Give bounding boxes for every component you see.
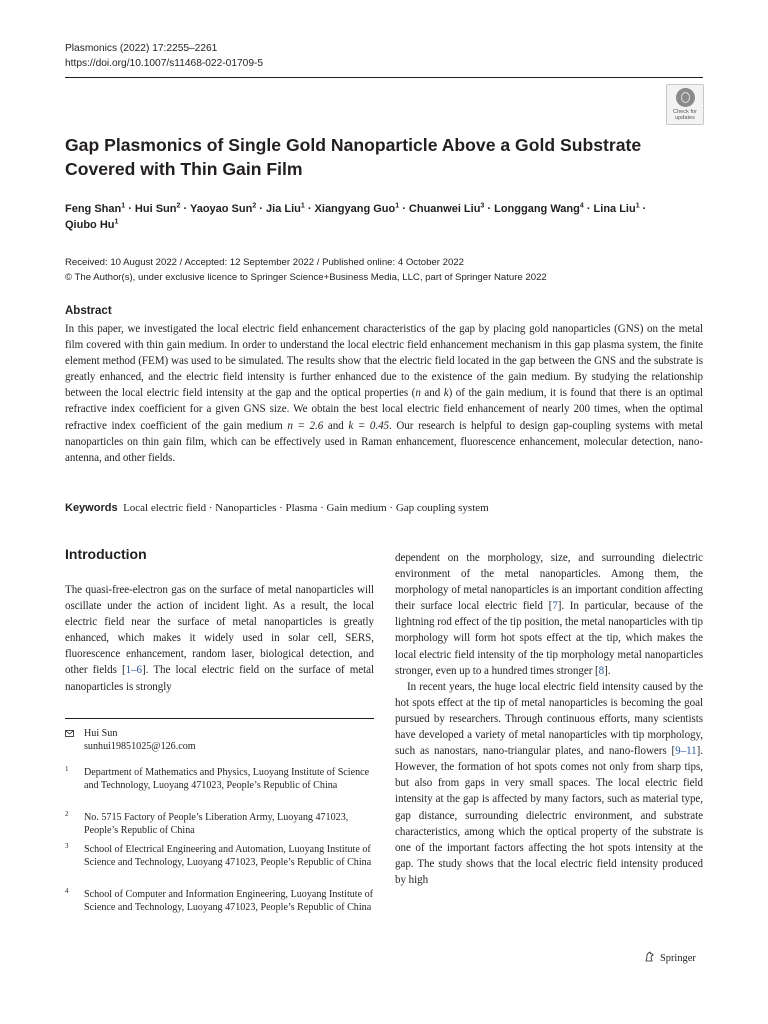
citation-link[interactable]: 8 xyxy=(598,664,605,677)
paper-title xyxy=(65,133,665,181)
author-name[interactable]: Yaoyao Sun xyxy=(189,203,253,215)
footnote-rule xyxy=(65,718,374,719)
author-affiliation-mark: 3 xyxy=(480,202,485,210)
corresponding-email[interactable]: sunhui19851025@126.com xyxy=(84,741,196,753)
paragraph-segment: ]. xyxy=(604,664,611,677)
check-for-updates-badge[interactable] xyxy=(666,84,704,125)
keywords-row xyxy=(65,500,705,516)
affiliation-text: Department of Mathematics and Physics, Luoyang Institute of Science and Technology, Luoyang 471023, People’s Republic of China xyxy=(84,767,370,792)
introduction-heading: Introduction xyxy=(65,546,147,562)
author-name[interactable]: Lina Liu xyxy=(593,203,636,215)
citation-link[interactable]: 1–6 xyxy=(125,664,143,677)
keywords-label: Keywords xyxy=(65,502,118,514)
affiliation-text: School of Electrical Engineering and Automation, Luoyang Institute of Science and Technology, Luoyang 471023, People’s Republic of China xyxy=(84,844,372,869)
doi-link[interactable]: https://doi.org/10.1007/s11468-022-01709-5 xyxy=(65,58,264,69)
paragraph-segment: The quasi-free-electron gas on the surface of metal nanoparticles will oscillate under the action of incident light. As a result, the local electric field near the surface of metal nanoparticles is greatly enhanced, which makes it widely used in solar cell, SERS, fluorescence enhancement, random laser, biological detection, and other fields [ xyxy=(65,584,374,677)
badge-line-2: updates xyxy=(675,115,695,121)
publication-dates xyxy=(65,255,705,285)
paragraph-segment: ]. The local electric field on the surface of metal nanoparticles is strongly xyxy=(65,664,374,693)
corresponding-name: Hui Sun xyxy=(84,728,118,739)
journal-citation: Plasmonics (2022) 17:2255–2261 xyxy=(65,43,218,54)
envelope-icon xyxy=(65,730,74,737)
abstract-equation-n: n = 2.6 xyxy=(287,419,324,432)
abstract-variable-n: n xyxy=(415,387,421,400)
citation-link[interactable]: 9–11 xyxy=(675,745,697,758)
check-for-updates-icon xyxy=(676,88,695,107)
publisher-mark xyxy=(644,951,696,966)
affiliation-text: No. 5715 Factory of People’s Liberation Army, Luoyang 471023, People’s Republic of China xyxy=(84,812,349,837)
keywords-list: Local electric field · Nanoparticles · Plasma · Gain medium · Gap coupling system xyxy=(123,502,489,514)
author-affiliation-mark: 2 xyxy=(252,202,257,210)
paragraph-segment: In recent years, the huge local electric field intensity caused by the hot spots effect at the tip of metal nanoparticles is becoming the goal pursued by researchers. Through continuous efforts, many scientists have developed a variety of metal nanoparticles with tip morphology, such as nanostars, nano-triangular plates, and nano-flowers [ xyxy=(395,680,703,758)
citation-link[interactable]: 7 xyxy=(552,600,558,613)
paragraph-segment: dependent on the morphology, size, and surrounding dielectric environment of the metal nanoparticles. Among them, the morphology of metal nanoparticles is an important condition affecting their surface local electric field [ xyxy=(395,552,703,613)
abstract-equation-k: k = 0.45 xyxy=(348,419,390,432)
author-name[interactable]: Longgang Wang xyxy=(494,203,580,215)
author-name[interactable]: Feng Shan xyxy=(65,203,122,215)
author-affiliation-mark: 1 xyxy=(300,202,305,210)
journal-meta xyxy=(65,41,263,71)
abstract-variable-k: k xyxy=(443,387,449,400)
title-line-2: Covered with Thin Gain Film xyxy=(65,159,303,179)
paragraph-segment: ]. However, the formation of hot spots comes not only from sharp tips, but also from gaps in very small spaces. The local electric field intensity at the gap is affected by many factors, such as material type, gap distance, surrounding dielectric environment, and substrate characteristics, among which the optical property of the substrate is one of the important factors affecting the hot spots intensity at the gap. The study shows that the local electric field intensity produced by high xyxy=(395,745,703,886)
publisher-name: Springer xyxy=(660,953,696,964)
left-column-body xyxy=(65,582,374,695)
copyright-notice: © The Author(s), under exclusive licence to Springer Science+Business Media, LLC, part of Springer Nature 2022 xyxy=(65,272,547,283)
corresponding-author xyxy=(65,727,374,754)
paragraph xyxy=(65,582,374,695)
affiliation-number: 4 xyxy=(65,887,69,895)
author-name[interactable]: Xiangyang Guo xyxy=(314,203,396,215)
header-rule xyxy=(65,77,703,78)
badge-line-1: Check for xyxy=(673,109,697,115)
paragraph-segment: ]. In particular, because of the lightning rod effect of the tip position, the metal nanoparticles with tip morphology will form hot spots effect at the tip, which makes the local electric field intensity of the tip morphology metal nanoparticles stronger, even up to a hundred times stronger [ xyxy=(395,600,703,677)
author-name[interactable]: Hui Sun xyxy=(134,203,177,215)
author-name[interactable]: Qiubo Hu xyxy=(65,219,115,231)
affiliation xyxy=(65,888,374,915)
publication-history: Received: 10 August 2022 / Accepted: 12 September 2022 / Published online: 4 October 2022 xyxy=(65,257,464,268)
title-line-1: Gap Plasmonics of Single Gold Nanoparticle Above a Gold Substrate xyxy=(65,135,642,155)
author-name[interactable]: Jia Liu xyxy=(266,203,301,215)
affiliation xyxy=(65,811,374,838)
author-affiliation-mark: 4 xyxy=(579,202,584,210)
author-affiliation-mark: 1 xyxy=(121,202,126,210)
affiliation-text: School of Computer and Information Engineering, Luoyang Institute of Science and Technology, Luoyang 471023, People’s Republic of China xyxy=(84,889,374,914)
affiliation-number: 1 xyxy=(65,765,69,773)
abstract-segment: and xyxy=(323,419,349,432)
affiliation xyxy=(65,843,374,870)
paragraph xyxy=(395,679,703,888)
author-affiliation-mark: 1 xyxy=(395,202,400,210)
abstract-segment: . Our research is helpful to design gap-coupling systems with metal nanoparticles on thin gain film, which can be effectively used in Raman enhancement, fluorescence enhancement, molecular detection, nano-antenna, and other fields. xyxy=(65,419,703,464)
paragraph xyxy=(395,550,703,679)
author-list: Feng Shan$^1$ · Hui Sun$^2$ · Yaoyao Sun$^2$ · Jia Liu$^1$ · Xiangyang Guo$^1$ · Chuanwei Liu$^3$ · Longgang Wang$^4$ · Lina Liu$^1$ · Qiubo Hu$^1$ xyxy=(65,202,647,231)
abstract-segment: ) of the gain medium, it is found that there is an optimal refractive index coefficient for a given GNS size. We obtain the best local electric field enhancement of nearly 200 times, when the optimal refractive index coefficient of the gain medium xyxy=(65,387,703,432)
author-affiliation-mark: 2 xyxy=(176,202,181,210)
right-column-body xyxy=(395,550,703,888)
affiliation-number: 2 xyxy=(65,810,69,818)
author-affiliation-mark: 1 xyxy=(114,218,119,226)
affiliation xyxy=(65,766,374,793)
abstract-segment: In this paper, we investigated the local electric field enhancement characteristics of the gap by placing gold nanoparticles (GNS) on the metal film covered with thin gain medium. In order to understand the local electric field enhancement mechanism in this gap plasma system, the finite element method (FEM) was used to be simulated. The results show that the electric field located in the gap between the GNS and the substrate is greatly enhanced, and the electric field intensity is further enhanced due to the existence of the gain medium. By studying the relationship between the local electric field intensity at the gap and the optical properties ( xyxy=(65,323,703,400)
author-affiliation-mark: 1 xyxy=(635,202,640,210)
abstract-segment: and xyxy=(420,387,444,400)
affiliation-number: 3 xyxy=(65,842,69,850)
abstract-heading: Abstract xyxy=(65,305,112,317)
author-name[interactable]: Chuanwei Liu xyxy=(408,203,481,215)
abstract-text xyxy=(65,321,703,466)
springer-horse-icon xyxy=(644,951,655,962)
